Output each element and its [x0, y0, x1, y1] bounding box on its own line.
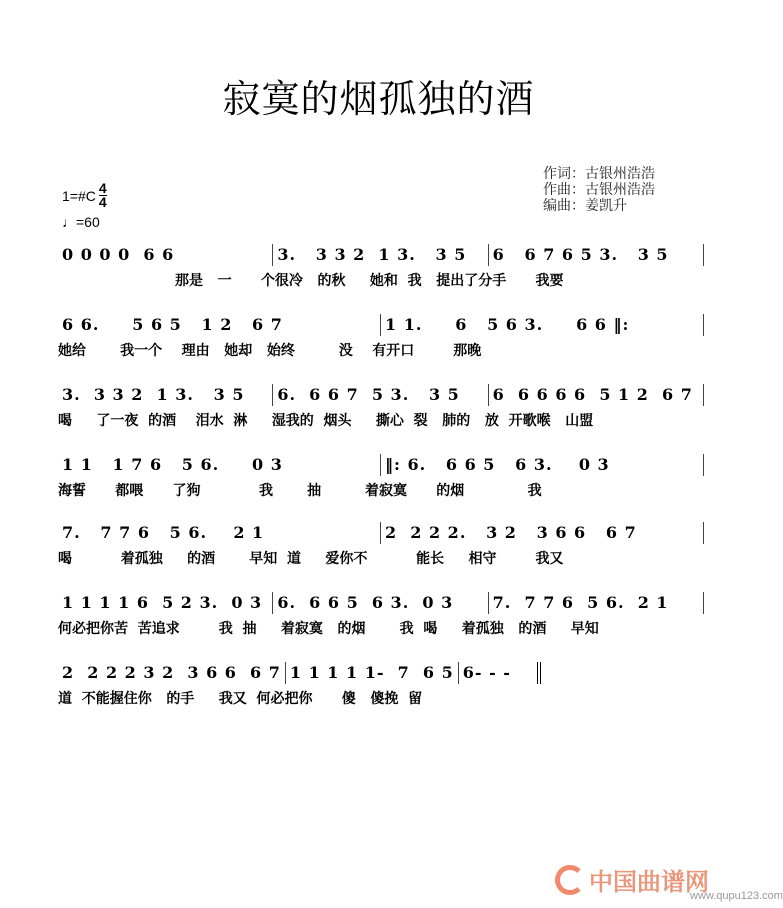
watermark-text: 中国曲谱网 [589, 868, 709, 896]
measure: ‖: 6. 6 6 5 6 3. 0 3 [381, 454, 704, 476]
song-title: 寂寞的烟孤独的酒 [222, 77, 535, 121]
lyrics-line: 道 不能握住你 的手 我又 何必把你 傻 傻挽 留 [58, 691, 423, 707]
measure: 6 6 7 6 5 3. 3 5 [489, 244, 704, 266]
key-signature [62, 182, 107, 209]
time-top: 4 [98, 180, 107, 196]
score-row [58, 592, 704, 637]
lyricist: 作词：古银州浩浩 [543, 166, 655, 182]
measure: 6- - - [459, 662, 541, 684]
measure: 6 6 6 6 6 5 1 2 6 7 [489, 384, 704, 406]
time-signature [99, 182, 107, 209]
lyrics-line: 何必把你苦 苦追求 我 抽 着寂寞 的烟 我 喝 着孤独 的酒 早知 [58, 621, 599, 637]
notes-line [58, 522, 704, 544]
score-row [58, 244, 704, 289]
lyrics-line: 喝 了一夜 的酒 泪水 淋 湿我的 烟头 撕心 裂 肺的 放 开歌喉 山盟 [58, 413, 594, 429]
watermark [555, 862, 709, 897]
lyrics-line: 喝 着孤独 的酒 早知 道 爱你不 能长 相守 我又 [58, 551, 564, 567]
measure: 7. 7 7 6 5 6. 2 1 [489, 592, 704, 614]
measure: 2 2 2 2. 3 2 3 6 6 6 7 [381, 522, 704, 544]
lyrics-line: 她给 我一个 理由 她却 始终 没 有开口 那晚 [58, 343, 482, 359]
logo-icon [555, 865, 585, 895]
score-row [58, 522, 704, 567]
credits [543, 166, 655, 214]
tempo: ♩=60 [62, 214, 100, 230]
measure: 3. 3 3 2 1 3. 3 5 [58, 384, 273, 406]
watermark-url: www.qupu123.com [690, 890, 783, 902]
measure: 1 1. 6 5 6 3. 6 6 ‖: [381, 314, 704, 336]
notes-line [58, 662, 704, 684]
measure: 2 2 2 2 3 2 3 6 6 6 7 [58, 662, 286, 684]
measure: 6. 6 6 5 6 3. 0 3 [273, 592, 488, 614]
score-row [58, 384, 704, 429]
arranger: 编曲：姜凯升 [543, 198, 627, 214]
key: 1=#C [62, 187, 96, 204]
measure: 1 1 1 1 1- 7 6 5 [286, 662, 459, 684]
time-bottom: 4 [98, 194, 107, 210]
composer: 作曲：古银州浩浩 [543, 182, 655, 198]
notes-line [58, 384, 704, 406]
measure: 6 6. 5 6 5 1 2 6 7 [58, 314, 381, 336]
measure: 3. 3 3 2 1 3. 3 5 [273, 244, 488, 266]
measure: 6. 6 6 7 5 3. 3 5 [273, 384, 488, 406]
notes-line [58, 454, 704, 476]
notes-line [58, 314, 704, 336]
score-row [58, 454, 704, 499]
notes-line [58, 244, 704, 266]
measure: 7. 7 7 6 5 6. 2 1 [58, 522, 381, 544]
score-row [58, 662, 704, 707]
measure: 0 0 0 0 6 6 [58, 244, 273, 266]
notes-line [58, 592, 704, 614]
measure: 1 1 1 1 6 5 2 3. 0 3 [58, 592, 273, 614]
lyrics-line: 海誓 都喂 了狗 我 抽 着寂寞 的烟 我 [58, 483, 542, 499]
measure: 1 1 1 7 6 5 6. 0 3 [58, 454, 381, 476]
lyrics-line: 那是 一 个很冷 的秋 她和 我 提出了分手 我要 [58, 273, 564, 289]
score-row [58, 314, 704, 359]
